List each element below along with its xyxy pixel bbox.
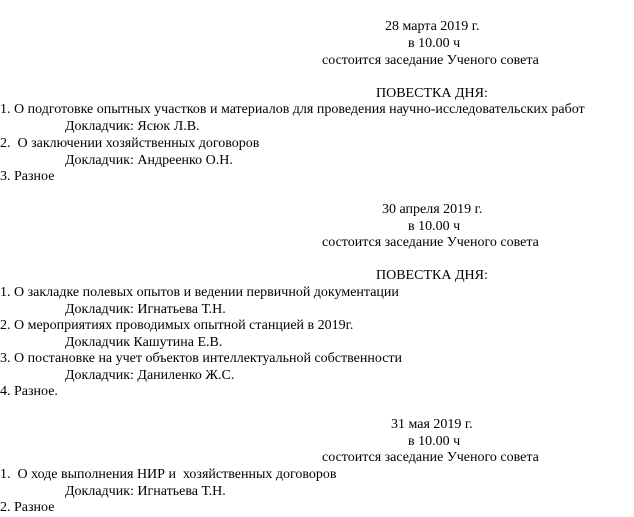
meeting-2-item-1-speaker: Докладчик: Игнатьева Т.Н. <box>65 302 226 317</box>
meeting-1-date: 28 марта 2019 г. <box>385 19 480 34</box>
meeting-1-event: состоится заседание Ученого совета <box>322 53 539 68</box>
meeting-2-item-4: 4. Разное. <box>0 384 58 399</box>
meeting-1-item-1: 1. О подготовке опытных участков и материалов для проведения научно-исследовательских работ <box>0 102 585 117</box>
meeting-2-agenda-title: ПОВЕСТКА ДНЯ: <box>376 268 488 283</box>
meeting-1-agenda-title: ПОВЕСТКА ДНЯ: <box>376 86 488 101</box>
meeting-2-date: 30 апреля 2019 г. <box>382 202 483 217</box>
meeting-3-item-1-speaker: Докладчик: Игнатьева Т.Н. <box>65 484 226 499</box>
meeting-3-item-2: 2. Разное <box>0 500 55 515</box>
meeting-3-date: 31 мая 2019 г. <box>391 417 473 432</box>
meeting-1-time: в 10.00 ч <box>408 36 461 51</box>
meeting-2-event: состоится заседание Ученого совета <box>322 235 539 250</box>
meeting-3-event: состоится заседание Ученого совета <box>322 450 539 465</box>
meeting-3-item-1: 1. О ходе выполнения НИР и хозяйственных договоров <box>0 467 337 482</box>
meeting-2-item-1: 1. О закладке полевых опытов и ведении первичной документации <box>0 285 399 300</box>
meeting-2-item-3-speaker: Докладчик: Даниленко Ж.С. <box>65 368 235 383</box>
meeting-3-time: в 10.00 ч <box>408 434 461 449</box>
meeting-1-item-3: 3. Разное <box>0 169 55 184</box>
meeting-1-item-1-speaker: Докладчик: Ясюк Л.В. <box>65 119 200 134</box>
meeting-1-item-2-speaker: Докладчик: Андреенко О.Н. <box>65 153 233 168</box>
meeting-1-item-2: 2. О заключении хозяйственных договоров <box>0 136 260 151</box>
meeting-2-time: в 10.00 ч <box>408 219 461 234</box>
meeting-2-item-2: 2. О мероприятиях проводимых опытной станцией в 2019г. <box>0 318 354 333</box>
meeting-2-item-3: 3. О постановке на учет объектов интеллектуальной собственности <box>0 351 403 366</box>
meeting-2-item-2-speaker: Докладчик Кашутина Е.В. <box>65 335 223 350</box>
